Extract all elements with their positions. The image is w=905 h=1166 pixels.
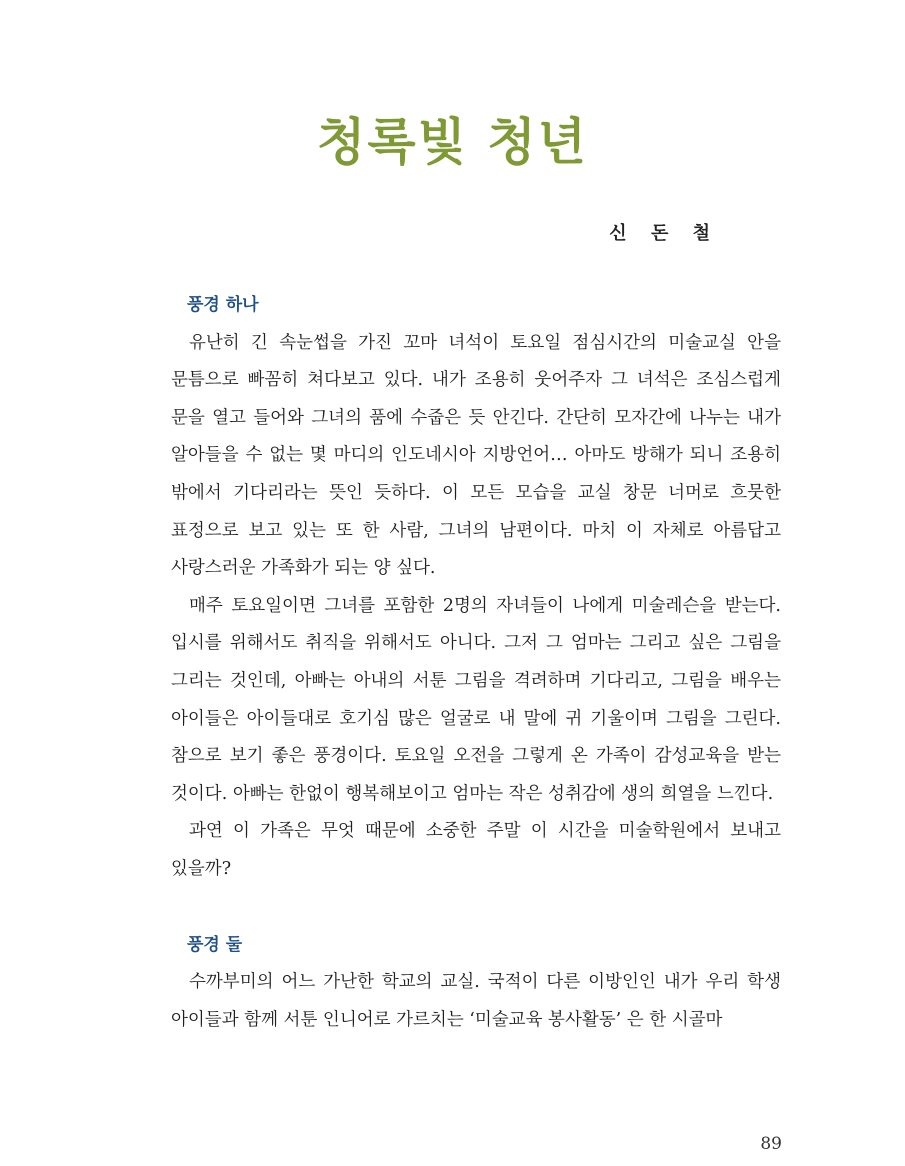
section-heading: 풍경 둘: [187, 934, 243, 955]
section-one: [171, 287, 781, 889]
body-text: [171, 287, 781, 1039]
paragraph: 과연 이 가족은 무엇 때문에 소중한 주말 이 시간을 미술학원에서 보내고 있을까?: [171, 821, 781, 879]
paragraph: 매주 토요일이면 그녀를 포함한 2명의 자녀들이 나에게 미술레슨을 받는다. 입시를 위해서도 취직을 위해서도 아니다. 그저 그 엄마는 그리고 싶은 그림을 그리는 것인데, 아빠는 아내의 서툰 그림을 격려하며 기다리고, 그림을 배우는 아이들은 아이들대로 호기심 많은 얼굴로 내 말에 귀 기울이며 그림을 그린다. 참으로 보기 좋은 풍경이다. 토요일 오전을 그렇게 온 가족이 감성교육을 받는 것이다. 아빠는 한없이 행복해보이고 엄마는 작은 성취감에 생의 희열을 느낀다.: [171, 595, 781, 804]
section-two: [171, 927, 781, 1040]
chapter-title: 청록빛 청년: [317, 112, 588, 171]
paragraph: 수까부미의 어느 가난한 학교의 교실. 국적이 다른 이방인인 내가 우리 학생 아이들과 함께 서툰 인니어로 가르치는 ‘미술교육 봉사활동’ 은 한 시골마: [171, 972, 781, 1030]
section-heading: 풍경 하나: [187, 295, 259, 315]
author-name: 신 돈 철: [609, 223, 719, 244]
paragraph: 유난히 긴 속눈썹을 가진 꼬마 녀석이 토요일 점심시간의 미술교실 안을 문틈으로 빠꼼히 쳐다보고 있다. 내가 조용히 웃어주자 그 녀석은 조심스럽게 문을 열고 들어와 그녀의 품에 수줍은 듯 안긴다. 간단히 모자간에 나누는 내가 알아들을 수 없는 몇 마디의 인도네시아 지방언어… 아마도 방해가 되니 조용히 밖에서 기다리라는 뜻인 듯하다. 이 모든 모습을 교실 창문 너머로 흐뭇한 표정으로 보고 있는 또 한 사람, 그녀의 남편이다. 마치 이 자체로 아름답고 사랑스러운 가족화가 되는 양 싶다.: [171, 332, 781, 579]
section-spacer: [171, 889, 781, 927]
page-number: 89: [760, 1134, 782, 1154]
